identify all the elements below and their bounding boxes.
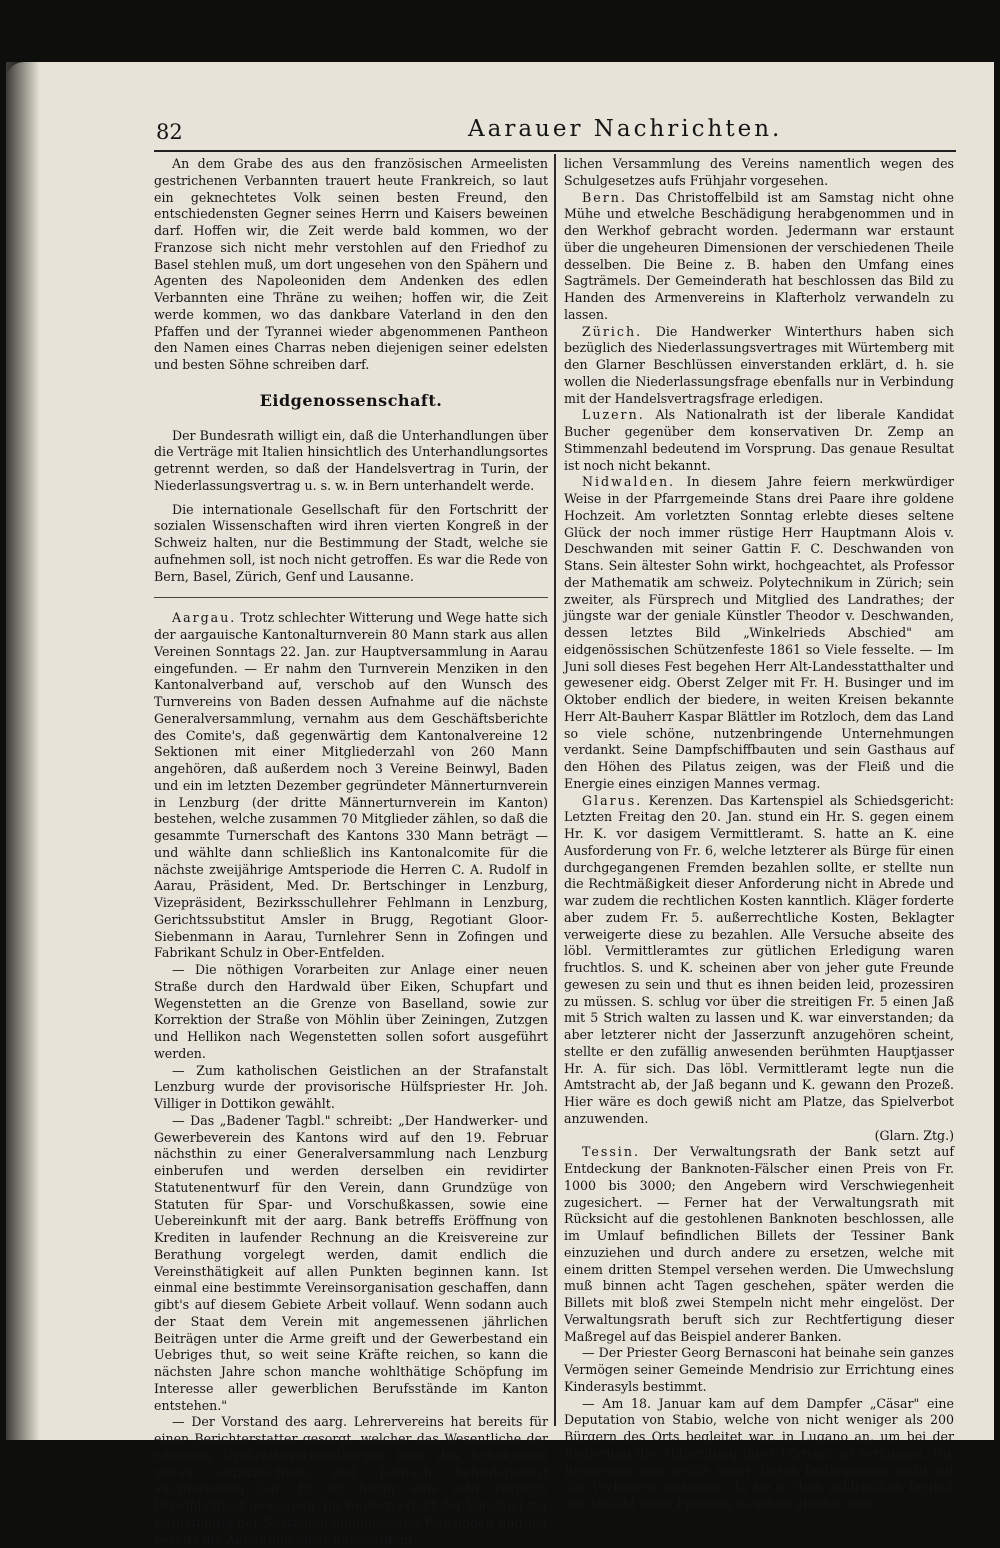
luzern-label: Luzern. (582, 407, 645, 423)
zuerich-label: Zürich. (582, 323, 643, 339)
running-head: Aarauer Nachrichten. (468, 116, 783, 142)
section-divider (154, 597, 548, 598)
glarus-text: Kerenzen. Das Kartenspiel als Schiedsgericht: Letzten Freitag den 20. Jan. stund ein Hr. S. gegen einem Hr. K. vor dasigem Vermittleramt. S. hatte an K. eine Ausforderung von Fr. 6, welche letzterer als Bürge für einen durchgegangenen Fremden bezahlen sollte, er stellte nun die Rechtmäßigkeit dieser Anforderung nicht in Abrede und war zudem die rechtlichen Kosten kanntlich. Kläger forderte aber zudem Fr. 5. außerrechtliche Kosten, Beklagter verweigerte diese zu bezahlen. Alle Versuche abseite des löbl. Vermittleramtes zur gütlichen Erledigung waren fruchtlos. S. und K. scheinen aber von jeher gute Freunde gewesen zu sein und thut es ihnen beiden leid, prozessiren zu müssen. S. schlug vor über die streitigen Fr. 5 einen Jaß mit 5 Strich walten zu lassen und K. war einverstanden; da aber letzterer nicht der Jasserzunft anzugehören scheint, stellte er den zufällig anwesenden berühmten Hauptjasser Hr. A. für sich. Das löbl. Vermittleramt legte nun die Amtstracht ab, der Jaß begann und K. gewann den Prozeß. Hier wäre es doch gewiß nicht am Platze, das Spielverbot anzuwenden. (564, 792, 954, 1126)
tessin-label: Tessin. (582, 1144, 640, 1160)
tessin-text: Der Verwaltungsrath der Bank setzt auf Entdeckung der Banknoten-Fälscher einen Preis von Fr. 1000 bis 3000; den Angebern wird Verschwiegenheit zugesichert. — Ferner hat der Verwaltungsrath mit Rücksicht auf die gestohlenen Banknoten beschlossen, alle im Umlauf befindlichen Billets der Tessiner Bank einzuziehen und durch andere zu ersetzen, welche mit einem dritten Stempel versehen werden. Die Umwechslung muß binnen acht Tagen geschehen, später werden die Billets mit bloß zwei Stempeln nicht mehr eingelöst. Der Verwaltungsrath beruft sich zur Rechtfertigung dieser Maßregel auf das Beispiel anderer Banken. (564, 1144, 954, 1344)
lehrerverein-paragraph: — Der Vorstand des aarg. Lehrervereins hat bereits für einen Berichterstatter gesorgt, welcher das Wesentliche der nächsten Großrathsverhandlungen über das Schulgesetz genau aufzuzeichnen und hernach befördersamst auszuarbeiten hat. Es ist hiefür eine sehr tüchtige Persönlichkeit gewonnen. Im Weitern erläßt der Vorstand zur Bethätigung der Sektionen angemessene Weisungen und hat bereits die Abhaltung einer außerordent- (154, 1414, 548, 1547)
bundesrath-paragraph: Der Bundesrath willigt ein, daß die Unterhandlungen über die Verträge mit Italien hinsichtlich des Unterhandlungsortes getrennt werden, so daß der Handelsvertrag in Turin, der Niederlassungsvertrag u. s. w. in Bern unterhandelt werde. (154, 427, 548, 493)
nidwalden-paragraph (564, 474, 954, 792)
aargau-label: Aargau. (172, 610, 237, 626)
aargau-text: Trotz schlechter Witterung und Wege hatte sich der aargauische Kantonalturnverein 80 Mann stark aus allen Vereinen Sonntags 22. Jan. zur Hauptversammlung in Aarau eingefunden. — Er nahm den Turnverein Menziken in den Kantonalverband auf, verschob auf den Wunsch des Turnvereins von Baden dessen Aufnahme auf die nächste Generalversammlung, vernahm aus dem Geschäftsberichte des Comite's, daß gegenwärtig dem Kantonalvereine 12 Sektionen mit einer Mitgliederzahl von 260 Mann angehören, daß außerdem noch 3 Vereine Beinwyl, Baden und ein im letzten Dezember gegründeter Männerturnverein in Lenzburg (der dritte Männerturnverein im Kanton) bestehen, welche zusammen 70 Mitglieder zählen, so daß die gesammte Turnerschaft des Kantons 330 Mann beträgt — und wählte dann schließlich ins Kantonalcomite für die nächste zweijährige Amtsperiode die Herren C. A. Rudolf in Aarau, Präsident, Med. Dr. Bertschinger in Lenzburg, Vizepräsident, Bezirksschullehrer Fehlmann in Lenzburg, Gerichtssubstitut Amsler in Brugg, Regotiant Gloor-Siebenmann in Aarau, Turnlehrer Senn in Zofingen und Fabrikant Schulz in Ober-Entfelden. (154, 610, 548, 961)
geistlichen-paragraph: — Zum katholischen Geistlichen an der Strafanstalt Lenzburg wurde der provisorische Hülfspriester Hr. Joh. Villiger in Dottikon gewählt. (154, 1062, 548, 1111)
glarus-label: Glarus. (582, 792, 643, 808)
zuerich-text: Die Handwerker Winterthurs haben sich bezüglich des Niederlassungsvertrages mit Würtemberg mit den Glarner Beschlüssen einverstanden erklärt, d. h. sie wollen die Niederlassungsfrage ebenfalls nur in Verbindung mit der Handelsvertragsfrage erledigen. (564, 323, 954, 406)
caesar-paragraph: — Am 18. Januar kam auf dem Dampfer „Cäsar" eine Deputation von Stabio, welche von nicht weniger als 200 Bürgern des Orts begleitet war, in Lugano an, um bei der Regierung die Abberufung ihres Pfarrers zu verlangen. Die Regierung aber wollte unter diesen Bedingungen nicht auf das Verlangen eintreten, da sie in dem zahlreichen Begleit die Absicht einer Pression zu sehen glaubte und (564, 1395, 954, 1511)
bern-label: Bern. (582, 189, 627, 205)
luzern-text: Als Nationalrath ist der liberale Kandidat Bucher gegenüber dem konservativen Dr. Zemp an Stimmenzahl bedeutend im Vorsprung. Das genaue Resultat ist noch nicht bekannt. (564, 407, 954, 473)
intro-paragraph: An dem Grabe des aus den französischen Armeelisten gestrichenen Verbannten trauert heute Frankreich, so laut ein geknechtetes Volk seinen besten Freund, den entschiedensten Gegner seines Herrn und Kaisers beweinen darf. Hoffen wir, die Zeit werde bald kommen, wo der Franzose sich nicht mehr verstohlen auf den Friedhof zu Basel stehlen muß, um dort ungesehen von den Spähern und Agenten des Napoleoniden dem Andenken des edlen Verbannten eine Thräne zu weihen; hoffen wir, die Zeit werde kommen, wo das dankbare Vaterland in den den Pfaffen und der Tyrannei wieder abgenommenen Pantheon den Namen eines Charras neben diejenigen seiner edelsten und besten Söhne schreiben darf. (154, 156, 548, 372)
priester-paragraph: — Der Priester Georg Bernasconi hat beinahe sein ganzes Vermögen seiner Gemeinde Mendrisio zur Errichtung eines Kinderasyls bestimmt. (564, 1345, 954, 1394)
newspaper-page (6, 62, 994, 1547)
page-number: 82 (156, 120, 183, 144)
glarus-source: (Glarn. Ztg.) (874, 1127, 954, 1143)
zuerich-paragraph (564, 324, 954, 408)
continued-paragraph: lichen Versammlung des Vereins namentlich wegen des Schulgesetzes aufs Frühjahr vorgesehen. (564, 156, 954, 188)
tessin-paragraph (564, 1144, 954, 1345)
nidwalden-text: In diesem Jahre feiern merkwürdiger Weise in der Pfarrgemeinde Stans drei Paare ihre goldene Hochzeit. Am vorletzten Sonntag erlebte dieses seltene Glück der noch immer rüstige Herr Hauptmann Alois v. Deschwanden mit seiner Gattin F. C. Deschwanden von Stans. Sein ältester Sohn wirkt, hochgeachtet, als Professor der Mathematik am schweiz. Polytechnikum in Zürich; sein zweiter, als Fürsprech und Mitglied des Landrathes; der jüngste war der geniale Künstler Theodor v. Deschwanden, dessen letztes Bild „Winkelrieds Abschied" am eidgenössischen Schützenfeste 1861 so Viele fesselte. — Im Juni soll dieses Fest begehen Herr Alt-Landesstatthalter und gewesener eidg. Oberst Zelger mit Fr. H. Businger und im Oktober endlich der biedere, in weiten Kreisen bekannte Herr Alt-Bauherr Kaspar Blättler im Rotzloch, dem das Land so viele schöne, nutzenbringende Unternehmungen verdankt. Seine Dampfschiffbauten und sein Gasthaus auf den Höhen des Pilatus zeigen, was der Fleiß und die Energie eines einzigen Mannes vermag. (564, 474, 954, 791)
left-column (154, 156, 548, 1548)
section-title: Eidgenossenschaft. (259, 390, 443, 410)
aargau-paragraph (154, 610, 548, 962)
strasse-paragraph: — Die nöthigen Vorarbeiten zur Anlage einer neuen Straße durch den Hardwald über Eiken, Schupfart und Wegenstetten an die Grenze von Baselland, sowie zur Korrektion der Straße von Möhlin über Zeiningen, Zutzgen und Hellikon nach Wegenstetten sollen sofort ausgeführt werden. (154, 962, 548, 1061)
bern-text: Das Christoffelbild ist am Samstag nicht ohne Mühe und etwelche Beschädigung herabgenommen und in den Werkhof gebracht worden. Jedermann war erstaunt über die ungeheuren Dimensionen der verschiedenen Theile desselben. Die Beine z. B. haben den Umfang eines Sagträmels. Der Gemeinderath hat beschlossen das Bild zu Handen des Armenvereins in Klafterholz verwandeln zu lassen. (564, 189, 954, 322)
nidwalden-label: Nidwalden. (582, 474, 676, 490)
glarus-paragraph (564, 793, 954, 1128)
luzern-paragraph (564, 407, 954, 474)
header-rule (154, 150, 956, 152)
gesellschaft-paragraph: Die internationale Gesellschaft für den Fortschritt der sozialen Wissenschaften wird ihren vierten Kongreß in der Schweiz halten, nur die Bestimmung der Stadt, welche sie aufnehmen soll, ist noch nicht getroffen. Es war die Rede von Bern, Basel, Zürich, Genf und Lausanne. (154, 501, 548, 584)
page-edge-shadow (6, 62, 40, 1440)
column-rule (554, 154, 556, 1426)
badener-paragraph: — Das „Badener Tagbl." schreibt: „Der Handwerker- und Gewerbeverein des Kantons wird auf den 19. Februar nächsthin zu einer Generalversammlung nach Lenzburg einberufen und werden derselben ein revidirter Statutenentwurf für den Verein, dann Grundzüge von Statuten für Spar- und Vorschußkassen, sowie eine Uebereinkunft mit der aarg. Bank betreffs Eröffnung von Krediten in laufender Rechnung an die Kreisvereine zur Berathung vorgelegt werden, damit endlich die Vereinsthätigkeit auf allen Punkten beginnen kann. Ist einmal eine bestimmte Vereinsorganisation geschaffen, dann gibt's auf diesem Gebiete Arbeit vollauf. Wenn sodann auch der Staat dem Verein mit angemessenen jährlichen Beiträgen unter die Arme greift und der Gewerbestand ein Uebriges thut, so weit seine Kräfte reichen, so kann die nächsten Jahre schon manche wohlthätige Schöpfung im Interesse aller gewerblichen Berufsstände im Kanton entstehen." (154, 1112, 548, 1413)
right-column (564, 156, 954, 1513)
bern-paragraph (564, 190, 954, 324)
